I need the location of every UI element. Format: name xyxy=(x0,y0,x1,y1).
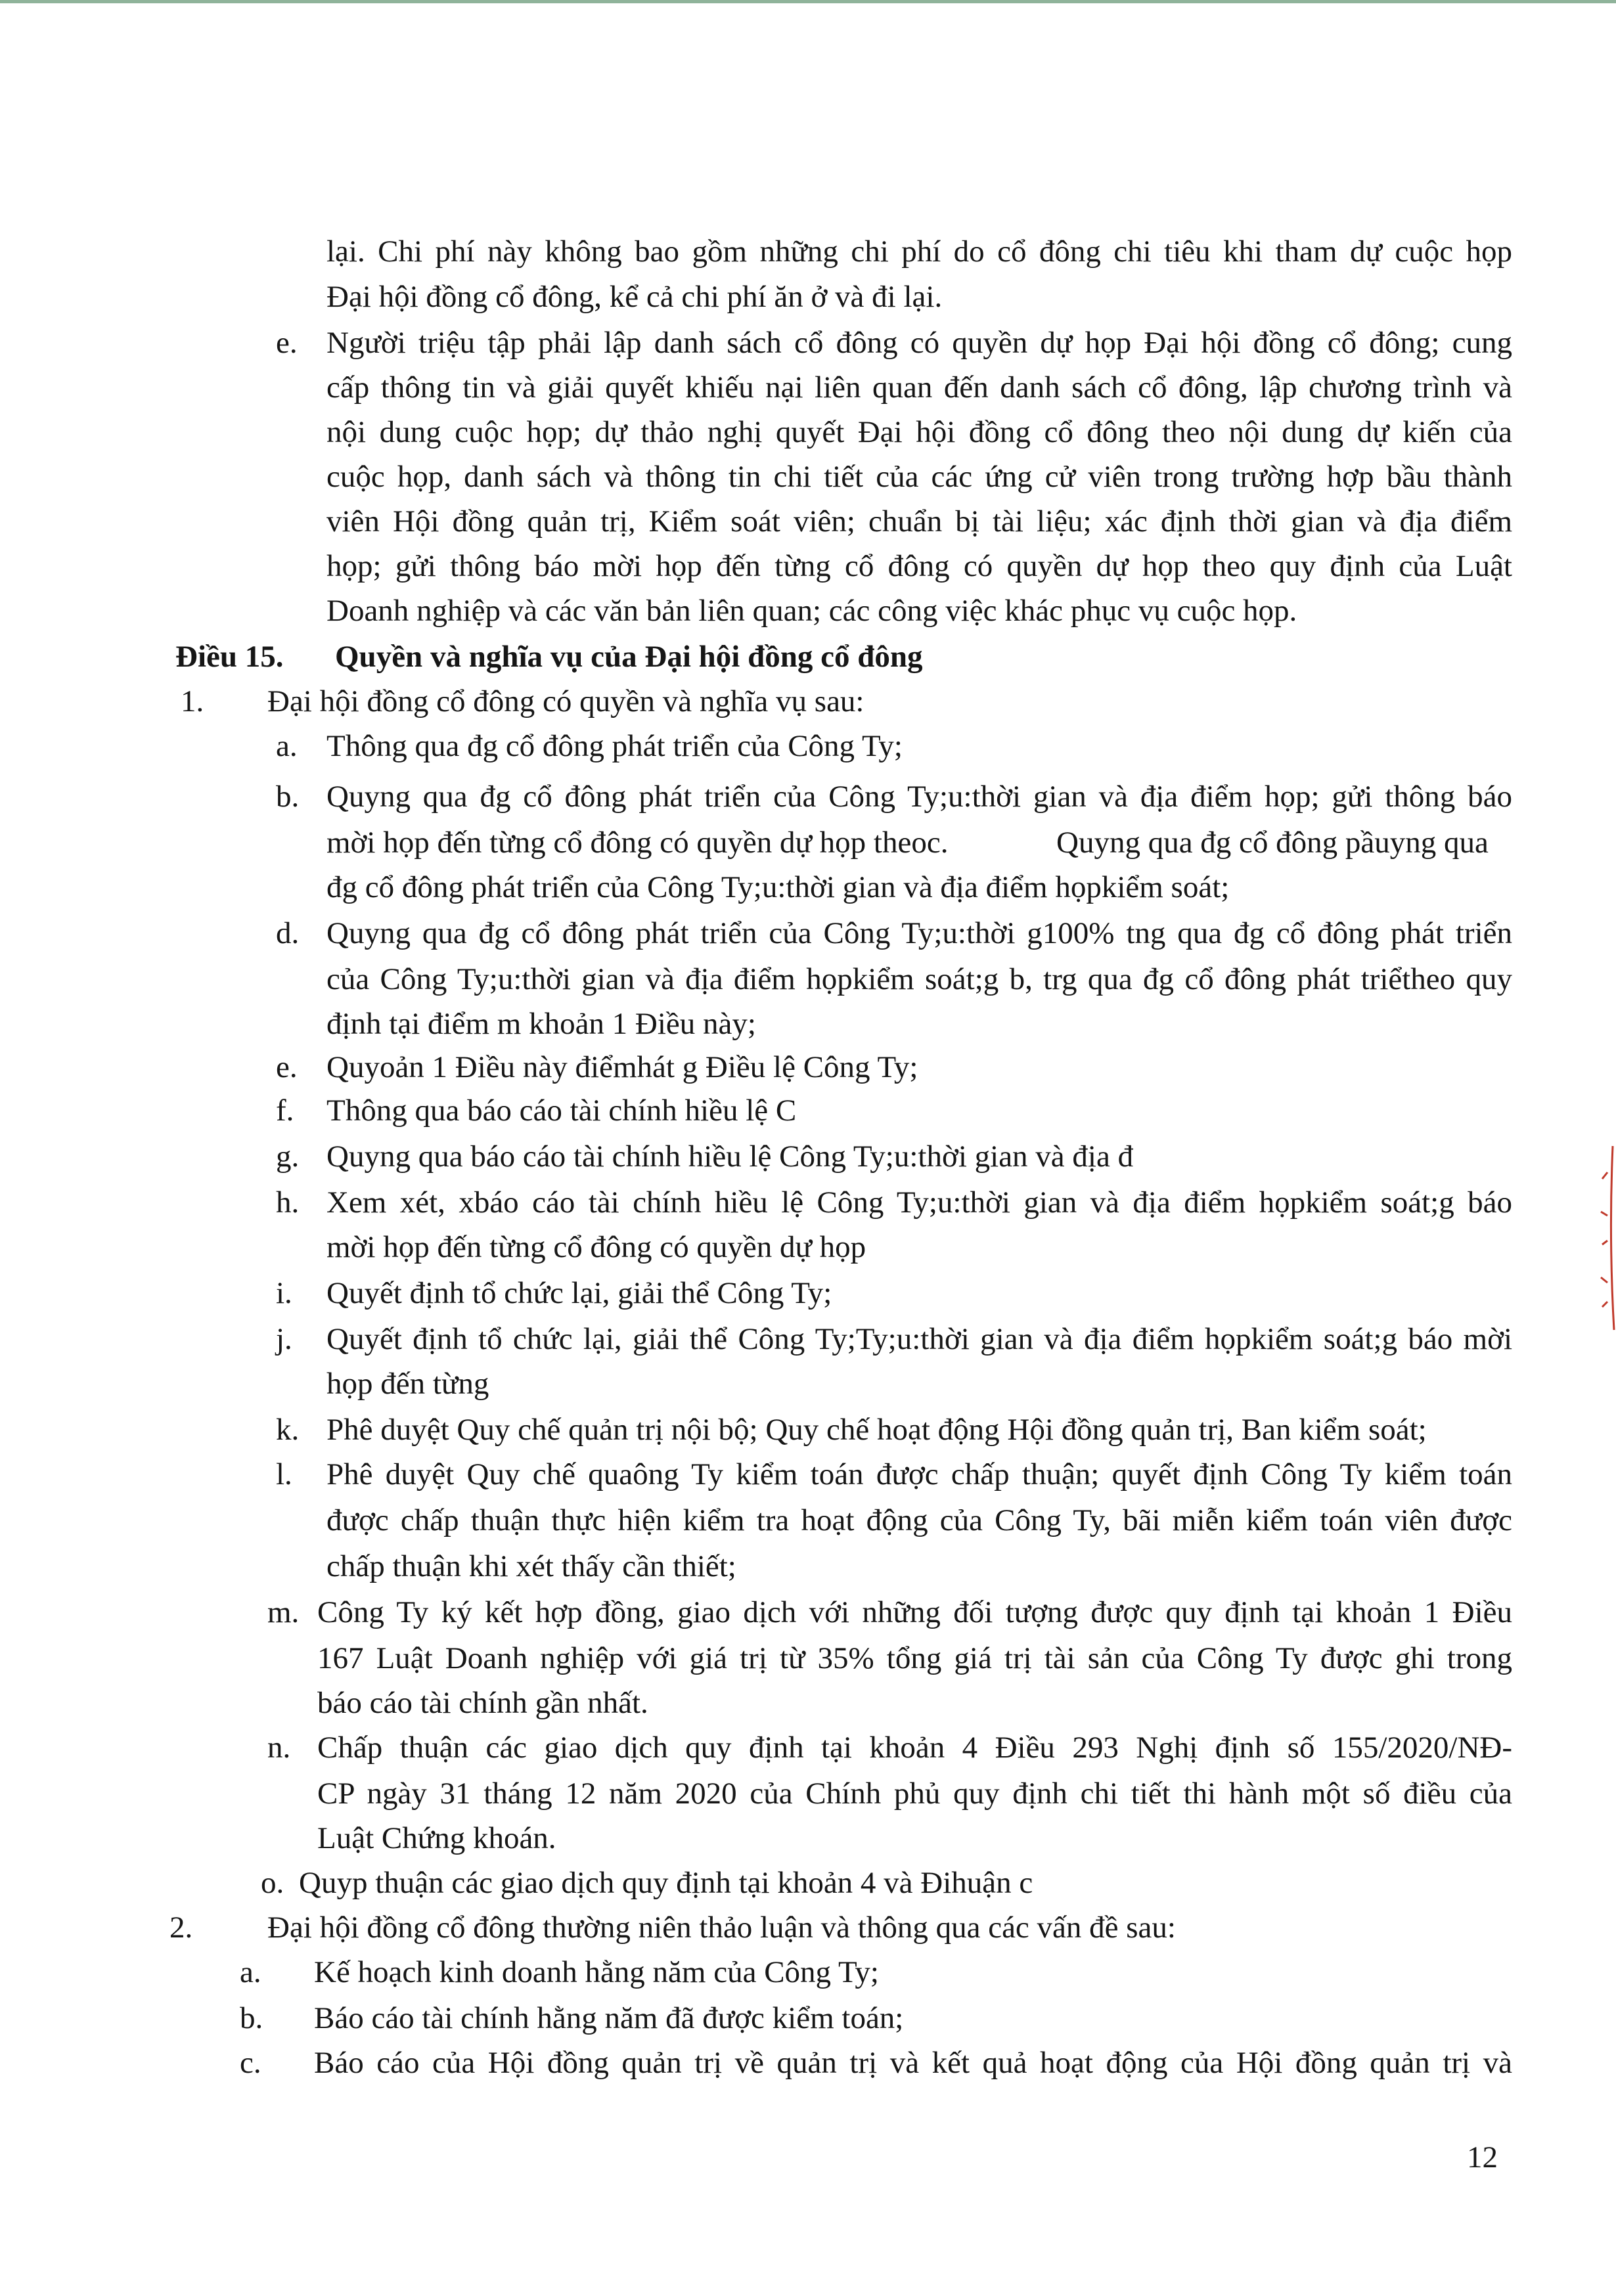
list-item-line: của Công Ty;u:thời gian và địa điểm họpkiểm soát;g b, trg qua đg cổ đông phát triểtheo quy xyxy=(326,962,1512,996)
list-label: f. xyxy=(276,1093,294,1128)
list-item-line: Quyp thuận các giao dịch quy định tại khoản 4 và Đihuận c xyxy=(299,1866,1033,1900)
section-heading: Đại hội đồng cổ đông thường niên thảo luận và thông qua các vấn đề sau: xyxy=(267,1910,1176,1945)
stamp-arc xyxy=(1611,1146,1614,1330)
list-label: o. xyxy=(261,1866,284,1900)
scan-top-edge xyxy=(0,0,1616,3)
list-item-line: Chấp thuận các giao dịch quy định tại khoản 4 Điều 293 Nghị định số 155/2020/NĐ- xyxy=(317,1731,1512,1765)
list-item-line: 167 Luật Doanh nghiệp với giá trị từ 35% tổng giá trị tài sản của Công Ty được ghi trong xyxy=(317,1641,1512,1675)
list-label: b. xyxy=(240,2001,263,2035)
list-item-line: định tại điểm m khoản 1 Điều này; xyxy=(326,1007,756,1041)
page-number: 12 xyxy=(1467,2140,1498,2175)
list-item-line: Luật Chứng khoán. xyxy=(317,1821,556,1855)
list-label: a. xyxy=(276,729,298,763)
list-label: k. xyxy=(276,1413,300,1447)
list-item-line: mời họp đến từng cổ đông có quyền dự họp xyxy=(326,1230,866,1264)
section-label: 1. xyxy=(181,684,204,718)
list-item-line: Quyết định tổ chức lại, giải thể Công Ty; xyxy=(326,1276,832,1310)
list-item-line: Phê duyệt Quy chế quaông Ty kiểm toán được chấp thuận; quyết định Công Ty kiểm toán xyxy=(326,1457,1512,1491)
list-label: c. xyxy=(240,2046,261,2080)
list-label: n. xyxy=(267,1731,291,1765)
list-item-line: Quyng qua đg cổ đông pầuyng qua xyxy=(1056,826,1489,860)
list-item-line: nội dung cuộc họp; dự thảo nghị quyết Đại hội đồng cổ đông theo nội dung dự kiến của xyxy=(326,415,1512,449)
list-item-line: Báo cáo tài chính hằng năm đã được kiểm toán; xyxy=(314,2001,904,2035)
section-heading: Đại hội đồng cổ đông có quyền và nghĩa vụ sau: xyxy=(267,684,864,718)
list-item-line: họp; gửi thông báo mời họp đến từng cổ đông có quyền dự họp theo quy định của Luật xyxy=(326,549,1512,583)
list-item-line: Quyng qua đg cổ đông phát triển của Công Ty;u:thời gian và địa điểm họp; gửi thông báo xyxy=(326,780,1512,814)
list-item-line: được chấp thuận thực hiện kiểm tra hoạt động của Công Ty, bãi miễn kiểm toán viên được xyxy=(326,1503,1512,1537)
list-item-line: báo cáo tài chính gần nhất. xyxy=(317,1686,648,1720)
list-label: h. xyxy=(276,1185,300,1220)
list-label: a. xyxy=(240,1955,261,1989)
list-item-line: chấp thuận khi xét thấy cần thiết; xyxy=(326,1549,736,1583)
list-label: e. xyxy=(276,1050,298,1084)
list-label: e. xyxy=(276,326,298,360)
list-item-line: Quyng qua đg cổ đông phát triển của Công Ty;u:thời g100% tng qua đg cổ đông phát triển xyxy=(326,916,1512,950)
stamp-fragment xyxy=(1593,1139,1616,1336)
list-item-line: Xem xét, xbáo cáo tài chính hiều lệ Công Ty;u:thời gian và địa điểm họpkiểm soát;g báo xyxy=(326,1185,1512,1220)
list-item-line: CP ngày 31 tháng 12 năm 2020 của Chính phủ quy định chi tiết thi hành một số điều của xyxy=(317,1777,1512,1811)
section-label: 2. xyxy=(169,1910,193,1945)
list-item-line: Người triệu tập phải lập danh sách cổ đông có quyền dự họp Đại hội đồng cổ đông; cung xyxy=(326,326,1512,360)
article-title: Quyền và nghĩa vụ của Đại hội đồng cổ đông xyxy=(335,640,923,674)
list-item-line: viên Hội đồng quản trị, Kiểm soát viên; chuẩn bị tài liệu; xác định thời gian và địa điểm xyxy=(326,504,1512,539)
intro-line: Đại hội đồng cổ đông, kể cả chi phí ăn ở và đi lại. xyxy=(326,280,943,314)
list-label: l. xyxy=(276,1457,292,1491)
list-item-line: Doanh nghiệp và các văn bản liên quan; các công việc khác phục vụ cuộc họp. xyxy=(326,594,1297,628)
list-item-line: cấp thông tin và giải quyết khiếu nại liên quan đến danh sách cổ đông, lập chương trình và xyxy=(326,370,1512,405)
article-number: Điều 15. xyxy=(175,640,284,674)
list-item-line: cuộc họp, danh sách và thông tin chi tiết của các ứng cử viên trong trường hợp bầu thành xyxy=(326,460,1512,494)
intro-line: lại. Chi phí này không bao gồm những chi phí do cổ đông chi tiêu khi tham dự cuộc họp xyxy=(326,234,1512,269)
list-item-line: Báo cáo của Hội đồng quản trị về quản trị và kết quả hoạt động của Hội đồng quản trị và xyxy=(314,2046,1512,2080)
list-item-line: Quyết định tổ chức lại, giải thể Công Ty;Ty;u:thời gian và địa điểm họpkiểm soát;g báo mời xyxy=(326,1322,1512,1356)
list-label: d. xyxy=(276,916,300,950)
list-item-line: Thông qua đg cổ đông phát triển của Công Ty; xyxy=(326,729,903,763)
list-item-line: Quyng qua báo cáo tài chính hiều lệ Công Ty;u:thời gian và địa đ xyxy=(326,1139,1134,1174)
stamp-marks xyxy=(1601,1172,1607,1307)
list-item-line: Phê duyệt Quy chế quản trị nội bộ; Quy chế hoạt động Hội đồng quản trị, Ban kiểm soát; xyxy=(326,1413,1427,1447)
list-label: b. xyxy=(276,780,300,814)
list-label: i. xyxy=(276,1276,292,1310)
list-item-line: Kế hoạch kinh doanh hằng năm của Công Ty; xyxy=(314,1955,879,1989)
list-item-line: Thông qua báo cáo tài chính hiều lệ C xyxy=(326,1093,797,1128)
list-label: g. xyxy=(276,1139,300,1174)
list-item-line: Quyoản 1 Điều này điểmhát g Điều lệ Công Ty; xyxy=(326,1050,918,1084)
list-item-line: mời họp đến từng cổ đông có quyền dự họp theoc. xyxy=(326,826,949,860)
list-label: m. xyxy=(267,1595,300,1629)
list-item-line: đg cổ đông phát triển của Công Ty;u:thời gian và địa điểm họpkiểm soát; xyxy=(326,870,1230,904)
list-label: j. xyxy=(276,1322,292,1356)
list-item-line: Công Ty ký kết hợp đồng, giao dịch với những đối tượng được quy định tại khoản 1 Điều xyxy=(317,1595,1512,1629)
list-item-line: họp đến từng xyxy=(326,1367,489,1401)
